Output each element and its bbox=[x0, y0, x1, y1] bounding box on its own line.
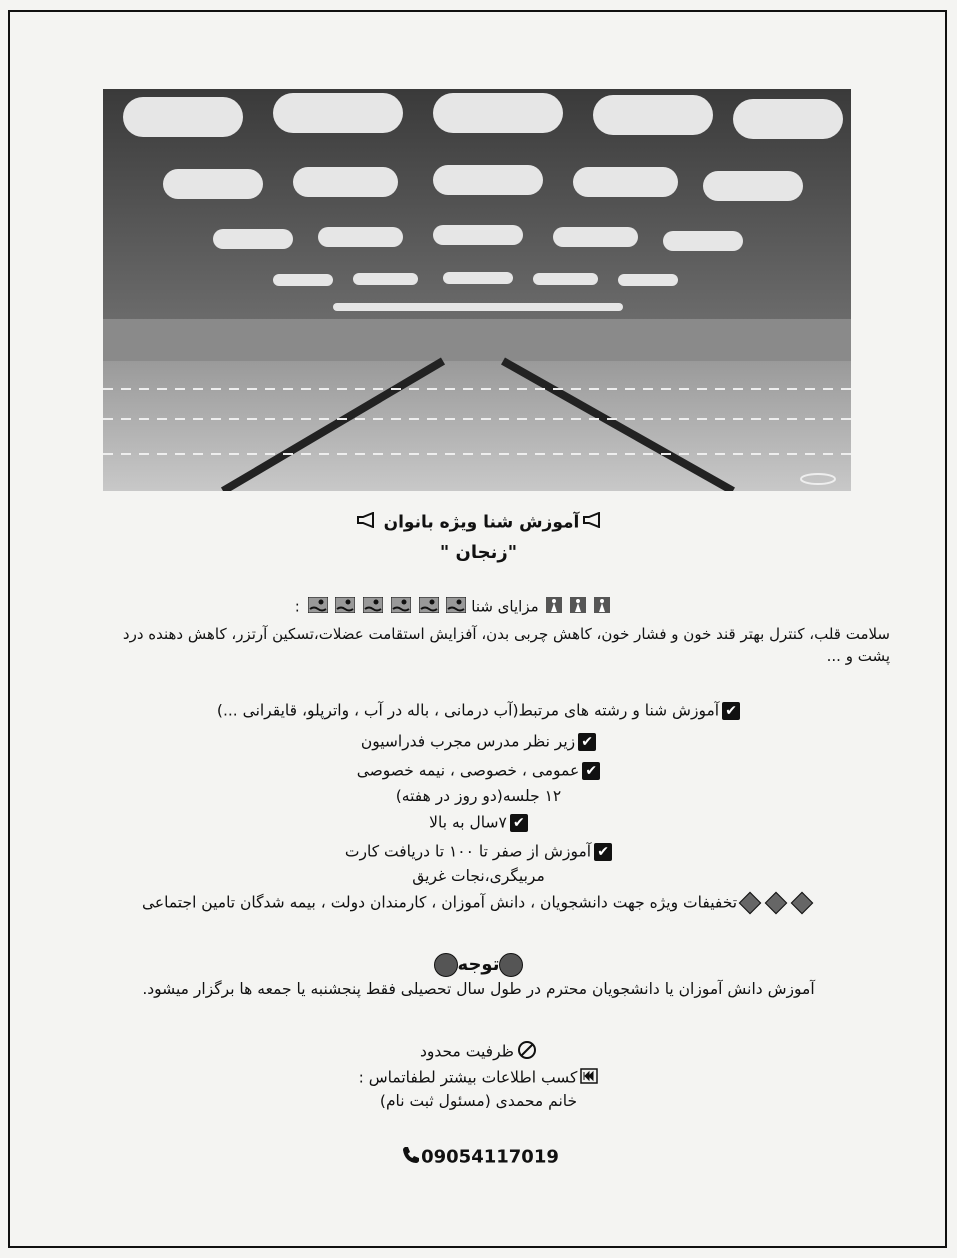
swimmer-icon bbox=[308, 597, 328, 617]
swimmer-icon bbox=[363, 597, 383, 617]
megaphone-icon bbox=[356, 512, 378, 533]
benefits-colon: : bbox=[294, 597, 300, 616]
dot-icon bbox=[499, 953, 523, 977]
feature-discounts bbox=[60, 895, 897, 911]
phone-icon bbox=[401, 1145, 421, 1170]
rewind-icon bbox=[580, 1068, 598, 1088]
pool-photo bbox=[103, 89, 851, 491]
checkmark-icon: ✔ bbox=[510, 814, 528, 832]
checkmark-icon: ✔ bbox=[582, 762, 600, 780]
feature-text: آموزش شنا و رشته های مرتبط(آب درمانی ، باله در آب ، واترپلو، قایقرانی ...) bbox=[216, 701, 720, 720]
prohibited-icon bbox=[517, 1040, 537, 1064]
feature-certificates: مربیگری،نجات غریق bbox=[412, 867, 545, 885]
diamond-icon bbox=[739, 892, 762, 915]
checkmark-icon: ✔ bbox=[722, 702, 740, 720]
woman-icon bbox=[546, 597, 562, 617]
checkmark-icon: ✔ bbox=[594, 843, 612, 861]
swimmer-icon bbox=[335, 597, 355, 617]
benefits-heading-text: مزایای شنا bbox=[471, 597, 539, 616]
dot-icon bbox=[434, 953, 458, 977]
feature-instructor bbox=[60, 733, 897, 751]
feature-text: آموزش از صفر تا ۱۰۰ تا دریافت کارت bbox=[344, 842, 592, 861]
title-text: آموزش شنا ویژه بانوان bbox=[383, 512, 580, 533]
contact-info-text: کسب اطلاعات بیشتر لطفاتماس : bbox=[358, 1068, 578, 1087]
feature-level bbox=[60, 843, 897, 861]
benefits-heading bbox=[150, 597, 610, 617]
swimmer-icon bbox=[446, 597, 466, 617]
contact-person: خانم محمدی (مسئول ثبت نام) bbox=[379, 1092, 578, 1110]
feature-text: تخفیفات ویژه جهت دانشجویان ، دانش آموزان ، کارمندان دولت ، بیمه شدگان تامین اجتماعی bbox=[141, 893, 738, 912]
phone-number-text: 09054117019 bbox=[421, 1146, 559, 1168]
capacity-note bbox=[60, 1040, 897, 1064]
notice-heading-text: توجه bbox=[457, 954, 500, 975]
city-name: "زنجان " bbox=[439, 542, 518, 563]
benefits-text: سلامت قلب، کنترل بهتر قند خون و فشار خون، کاهش چربی بدن، آفزایش استقامت عضلات،تسکین آرتزر، کاهش دهنده درد پشت و ... bbox=[122, 625, 890, 665]
page-title bbox=[60, 512, 897, 533]
feature-class-types bbox=[60, 762, 897, 780]
diamond-icon bbox=[791, 892, 814, 915]
contact-info bbox=[60, 1068, 897, 1088]
capacity-text: ظرفیت محدود bbox=[420, 1042, 514, 1061]
woman-icon bbox=[570, 597, 586, 617]
feature-text: عمومی ، خصوصی ، نیمه خصوصی bbox=[356, 761, 580, 780]
feature-text: ۷سال به بالا bbox=[429, 813, 507, 832]
feature-text: زیر نظر مدرس مجرب فدراسیون bbox=[360, 732, 576, 751]
feature-age bbox=[60, 814, 897, 832]
diamond-icon bbox=[765, 892, 788, 915]
megaphone-icon bbox=[582, 512, 604, 533]
swimmer-icon bbox=[419, 597, 439, 617]
checkmark-icon: ✔ bbox=[578, 733, 596, 751]
woman-icon bbox=[594, 597, 610, 617]
notice-text: آموزش دانش آموزان یا دانشجویان محترم در طول سال تحصیلی فقط پنجشنبه یا جمعه ها برگزار میشود. bbox=[142, 980, 815, 998]
feature-sessions: ۱۲ جلسه(دو روز در هفته) bbox=[395, 787, 562, 805]
feature-disciplines bbox=[60, 702, 897, 720]
swimmer-icon bbox=[391, 597, 411, 617]
phone-number[interactable] bbox=[300, 1145, 657, 1170]
notice-heading bbox=[60, 953, 897, 977]
